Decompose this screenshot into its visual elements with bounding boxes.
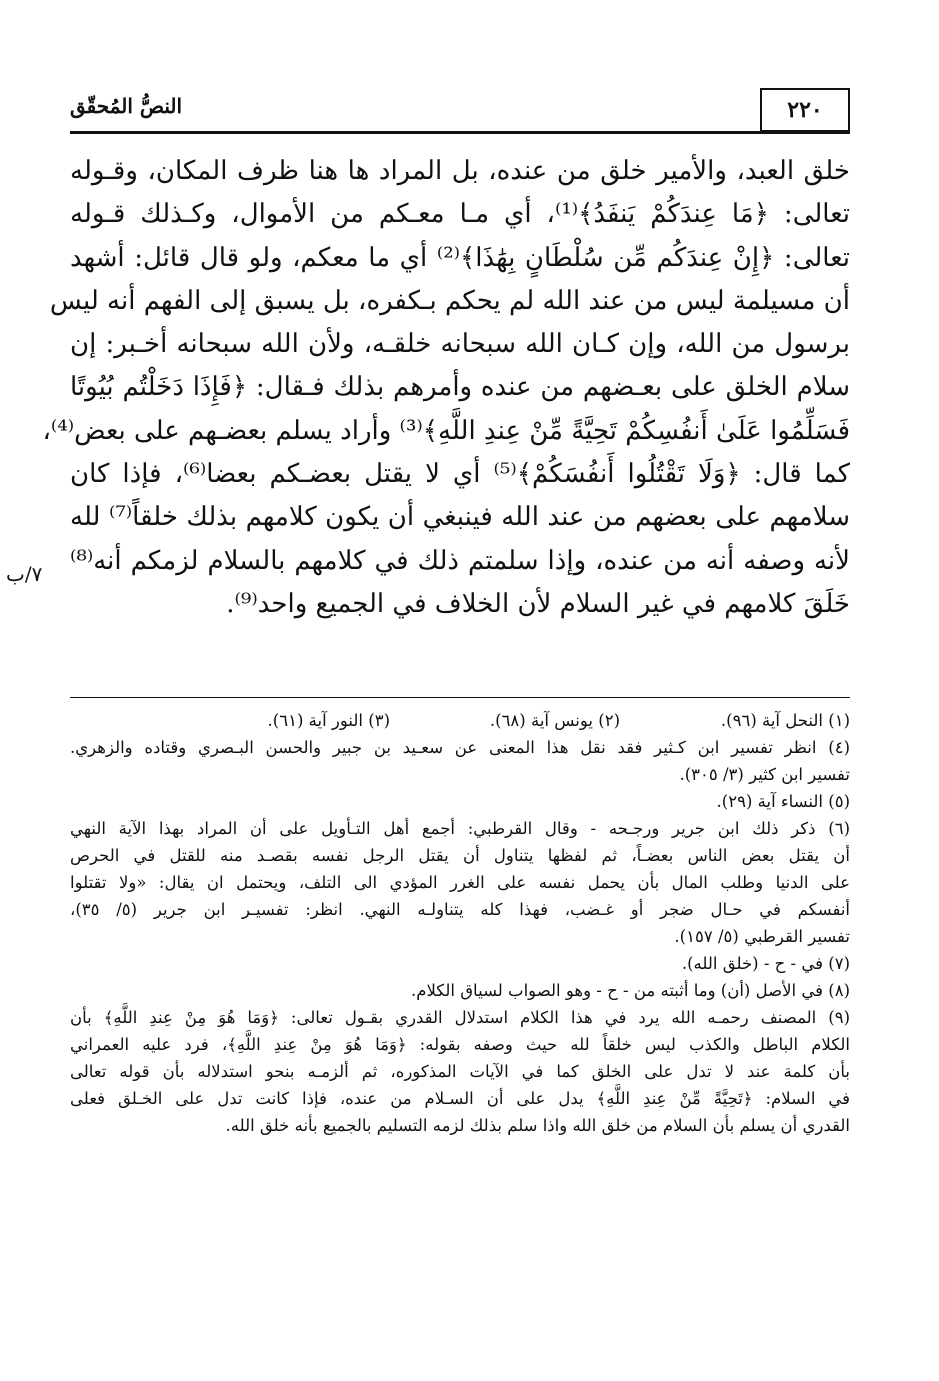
page-header xyxy=(70,88,850,132)
footnotes xyxy=(70,707,850,1139)
footnote-item: (٢) يونس آية (٦٨). xyxy=(489,711,620,730)
footnote-row xyxy=(70,707,850,734)
footnote-line: على الدنيا وطلب المال بأن يحمل نفسه على الغرر المؤدي الى التلف، ويحتمل ان يقال: «ولا تقتلوا xyxy=(70,873,850,892)
footnote-line: في السلام: ﴿تَحِيَّةً مِّنْ عِندِ اللَّهِ﴾ يدل على أن السـلام من عنده، فإذا كانت تدل على الخـلق فعلى xyxy=(70,1089,850,1108)
footnote-line: (٤) انظر تفسير ابن كـثير فقد نقل هذا المعنى عن سعـيد بن جبير والحسن البـصري وقتاده والزهري. xyxy=(70,738,850,757)
page-number: ٢٢٠ xyxy=(760,88,850,132)
footnote-line: تفسير ابن كثير (٣/ ٣٠٥). xyxy=(679,765,850,784)
text-line: تعالى: ﴿مَا عِندَكُمْ يَنفَدُ﴾⁽¹⁾، أي مـا معـكم من الأموال، وكـذلك قـوله xyxy=(70,199,850,230)
margin-folio-note: ٧/ب xyxy=(6,562,43,586)
footnote-line: الكلام الباطل والكذب ليس خلقاً لله حيث وصفه بقوله: ﴿وَمَا هُوَ مِنْ عِندِ اللَّهِ﴾، فرد عليه العمراني xyxy=(70,1035,850,1054)
header-rule xyxy=(70,131,850,134)
text-line: كما قال: ﴿وَلَا تَقْتُلُوا أَنفُسَكُمْ﴾⁽⁵⁾ أي لا يقتل بعضـكم بعضا⁽⁶⁾، فإذا كان xyxy=(70,459,850,490)
footnote-line: أن يقتل بعض الناس بعضـاً، ثم لفظها يتناول أن يقتل الرجل نفسه بقصـد منه للقتل في الحرص xyxy=(70,846,850,865)
footnote-item: (٣) النور آية (٦١). xyxy=(267,711,390,730)
footnote-rule xyxy=(70,697,850,698)
text-line: أن مسيلمة ليس من عند الله لم يحكم بـكفره، بل يسبق إلى الفهم أنه ليس xyxy=(49,285,850,316)
footnote-line: (٩) المصنف رحمـه الله يرد في هذا الكلام استدلال القدري بقـول تعالى: ﴿وَمَا هُوَ مِنْ عِندِ اللَّهِ﴾ بأن xyxy=(70,1008,850,1027)
text-line: لأنه وصفه أنه من عنده، وإذا سلمتم ذلك في كلامهم بالسلام لزمكم أنه⁽⁸⁾ xyxy=(70,545,850,576)
text-line: سلام الخلق على بعـضهم من عنده وأمرهم بذلك فـقال: ﴿فَإِذَا دَخَلْتُم بُيُوتًا xyxy=(70,372,850,403)
main-text xyxy=(42,150,850,626)
footnote-line: تفسير القرطبي (٥/ ١٥٧). xyxy=(674,927,850,946)
footnote-line: (٥) النساء آية (٢٩). xyxy=(716,792,850,811)
footnote-item: (١) النحل آية (٩٦). xyxy=(720,711,850,730)
footnote-line: بأن كلمة عند لا تدل على الخلق كما في الآيات المذكوره، ثم ألزمـه بنحو استدلاله بأن قوله تعالى xyxy=(70,1062,850,1081)
text-line: سلامهم على بعضهم من عند الله فينبغي أن يكون كلامهم بذلك خلقاً⁽⁷⁾ لله xyxy=(70,502,850,533)
footnote-line: (٦) ذكر ذلك ابن جرير ورجـحه - وقال القرطبي: أجمع أهل التـأويل على أن المراد بهذا الآية النهي xyxy=(70,819,850,838)
text-line: فَسَلِّمُوا عَلَىٰ أَنفُسِكُمْ تَحِيَّةً مِّنْ عِندِ اللَّهِ﴾⁽³⁾ وأراد يسلم بعضـهم على بعض⁽⁴⁾، xyxy=(42,415,850,446)
footnote-line: القدري أن يسلم بأن السلام من خلق الله واذا سلم بذلك لزمه التسليم بالجميع بأنه خلق الله. xyxy=(225,1116,850,1135)
running-title: النصُّ المُحقّق xyxy=(70,94,183,118)
text-line: خلق العبد، والأمير خلق من عنده، بل المراد ها هنا ظرف المكان، وقـوله xyxy=(70,156,850,186)
text-line: خَلَقَ كلامهم في غير السلام لأن الخلاف في الجميع واحد⁽⁹⁾. xyxy=(226,588,850,619)
footnote-line: (٧) في - ح - (خلق الله). xyxy=(681,954,850,973)
text-line: برسول من الله، وإن كـان الله سبحانه خلقـه، ولأن الله سبحانه أخـبر: إن xyxy=(70,329,850,360)
text-line: تعالى: ﴿إِنْ عِندَكُم مِّن سُلْطَانٍ بِهَٰذَا﴾⁽²⁾ أي ما معكم، ولو قال قائل: أشهد xyxy=(70,242,850,273)
footnote-line: (٨) في الأصل (أن) وما أثبته من - ح - وهو الصواب لسياق الكلام. xyxy=(410,981,850,1000)
footnote-line: أنفسكم في حـال ضجر أو غـضب، فهذا كله يتناولـه النهي. انظر: تفسيـر ابن جرير (٥/ ٣٥)، xyxy=(70,900,850,919)
